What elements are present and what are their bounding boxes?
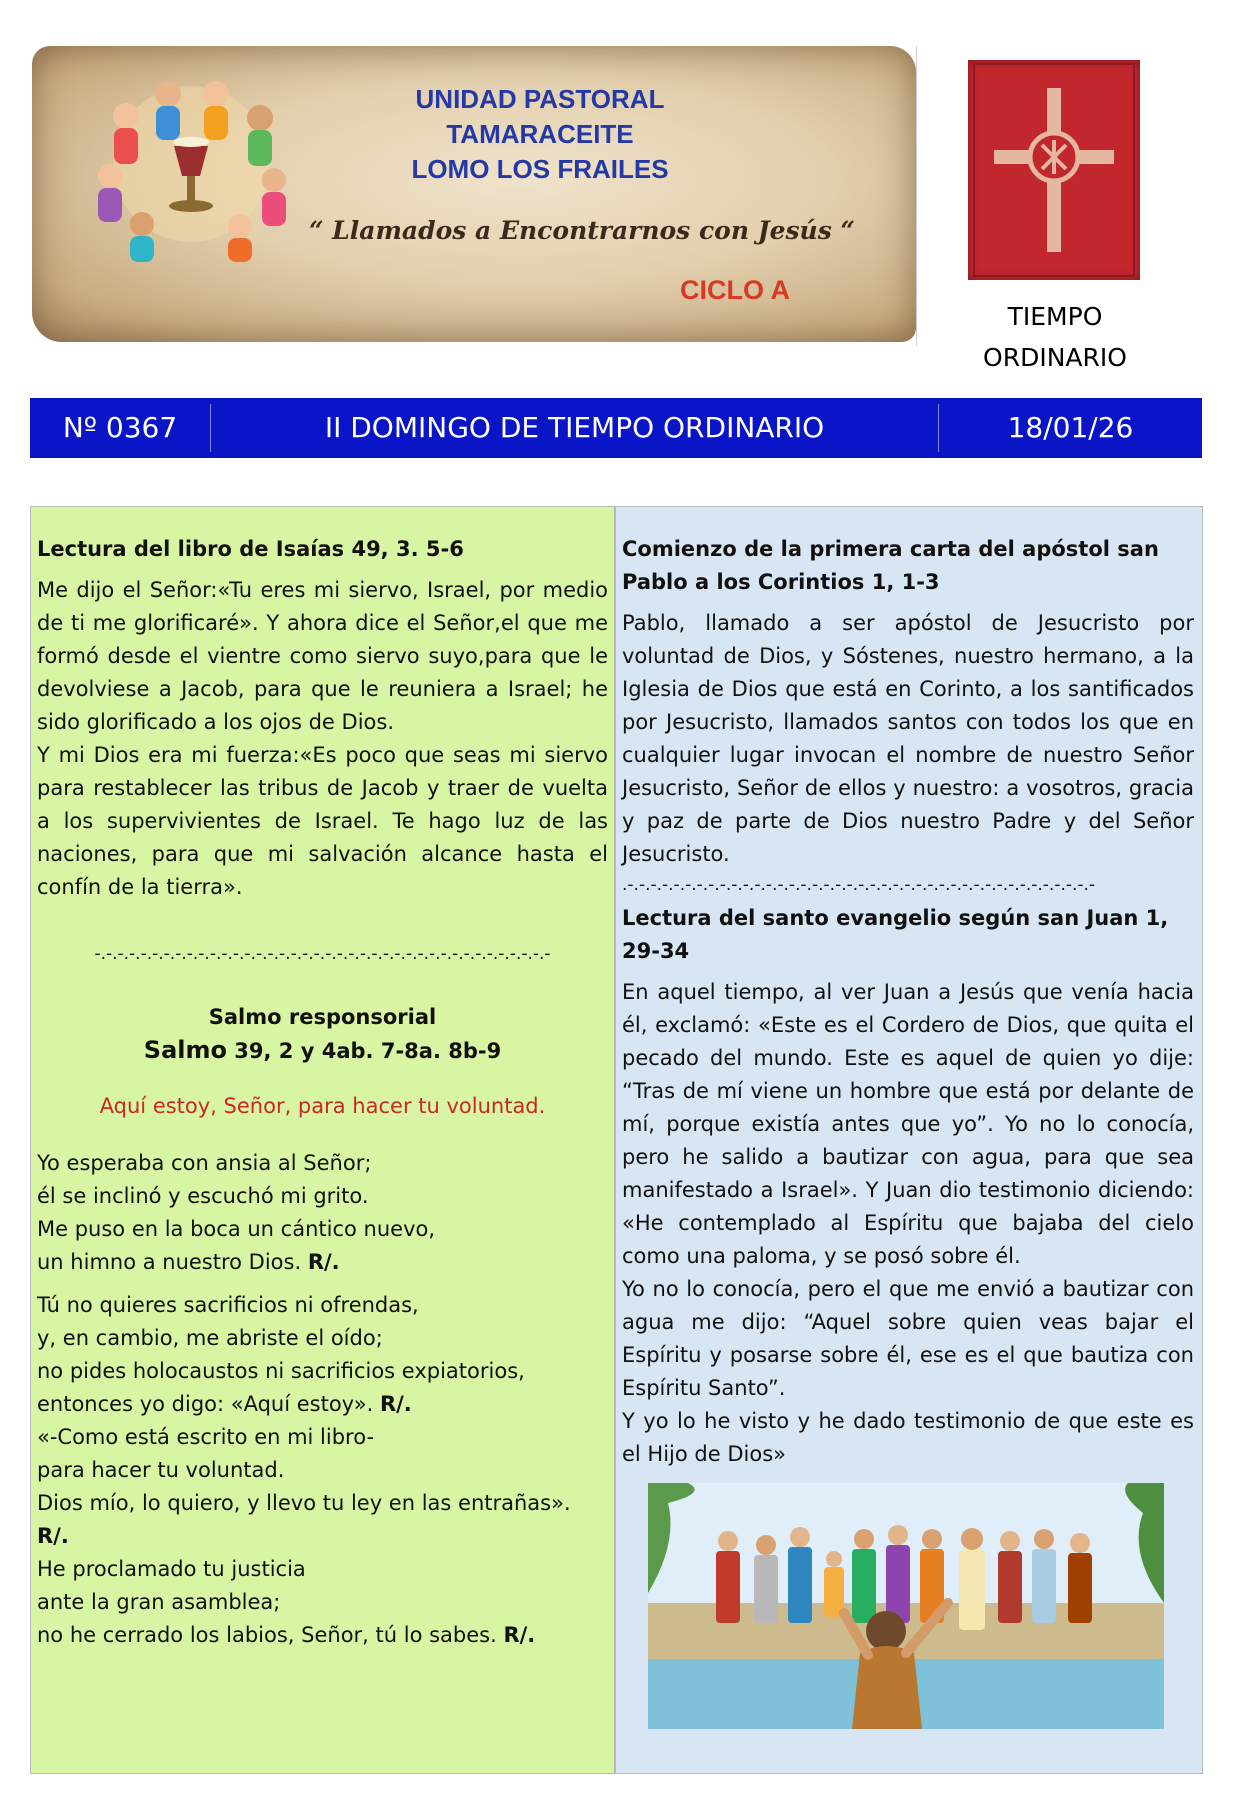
psalm-stanza-4 (37, 1553, 608, 1652)
verse-text: entonces yo digo: «Aquí estoy». (37, 1392, 380, 1416)
psalm-refrain: Aquí estoy, Señor, para hacer tu voluntad. (99, 1094, 546, 1118)
psalm-reference (37, 1034, 608, 1068)
psalm-stanza-2 (37, 1289, 608, 1421)
verse-line: ante la gran asamblea; (37, 1590, 281, 1614)
verse-line (37, 1520, 608, 1553)
motto: “ Llamados a Encontrarnos con Jesús “ (309, 216, 855, 245)
second-reading-title: Comienzo de la primera carta del apóstol san Pablo a los Corintios 1, 1-3 (622, 537, 1159, 594)
header-divider (916, 46, 917, 346)
response-marker: R/. (307, 1250, 340, 1274)
verse-line: Yo esperaba con ansia al Señor; (37, 1151, 372, 1175)
gospel-title: Lectura del santo evangelio según san Juan 1, 29-34 (622, 906, 1169, 963)
liturgical-season (950, 296, 1160, 378)
psalm-heading: Salmo responsorial (208, 1005, 437, 1029)
chi-rho-cross-icon (968, 60, 1140, 280)
org-line-1: UNIDAD PASTORAL (415, 84, 665, 114)
section-separator: .-.-.-.-.-.-.-.-.-.-.-.-.-.-.-.-.-.-.-.-.-.-.-.-.-.-.-.-.-.-.-.-.-.-.-.-.-.-.-.-.- (622, 875, 1096, 895)
response-marker: R/. (379, 1392, 412, 1416)
psalm-stanza-3 (37, 1421, 608, 1553)
gospel-paragraph-1: En aquel tiempo, al ver Juan a Jesús que venía hacia él, exclamó: «Este es el Cordero de Dios, que quita el pecado del mundo. Este es aquel de quien yo dije: “Tras de mí viene un hombre que está por delante de mí, porque existía antes que yo”. Yo no lo conocía, pero he salido a bautizar con agua, para que sea manifestado a Israel». Y Juan dio testimonio diciendo: «He contemplado al Espíritu que bajaba del cielo como una paloma, y se posó sobre él. (622, 980, 1194, 1268)
first-reading-paragraph-2: Y mi Dios era mi fuerza:«Es poco que seas mi siervo para restablecer las tribus de Jacob y traer de vuelta a los supervivientes de Israel. Te hago luz de las naciones, para que mi salvación alcance hasta el confín de la tierra». (37, 743, 608, 899)
organization-name (340, 82, 740, 187)
community-illustration (76, 64, 306, 264)
org-line-2: TAMARACEITE (446, 119, 634, 149)
bulletin-number: Nº 0367 (62, 411, 178, 444)
verse-line: Me puso en la boca un cántico nuevo, (37, 1217, 436, 1241)
second-reading-text: Pablo, llamado a ser apóstol de Jesucristo por voluntad de Dios, y Sóstenes, nuestro hermano, a la Iglesia de Dios que está en Corinto, a los santificados por Jesucristo, llamados santos con todos los que en cualquier lugar invocan el nombre de nuestro Señor Jesucristo, Señor de ellos y nuestro: a vosotros, gracia y paz de parte de Dios nuestro Padre y del Señor Jesucristo. (622, 611, 1194, 866)
verse-line: él se inclinó y escuchó mi grito. (37, 1184, 369, 1208)
verse-line: no pides holocaustos ni sacrificios expiatorios, (37, 1359, 525, 1383)
season-line-2: ORDINARIO (983, 343, 1127, 372)
gospel-paragraph-3: Y yo lo he visto y he dado testimonio de que este es el Hijo de Dios» (622, 1409, 1194, 1466)
spacer (37, 1068, 608, 1090)
gospel-paragraph-2: Yo no lo conocía, pero el que me envió a bautizar con agua me dijo: “Aquel sobre quien veas bajar el Espíritu y posarse sobre él, ese es el que bautiza con Espíritu Santo”. (622, 1277, 1194, 1400)
season-line-1: TIEMPO (1007, 302, 1103, 331)
verse-line (37, 1246, 608, 1279)
verse-line (37, 1388, 608, 1421)
first-reading-paragraph-1: Me dijo el Señor:«Tu eres mi siervo, Israel, por medio de ti me glorificaré». Y ahora dice el Señor,el que me formó desde el vientre como siervo suyo,para que le devolviese a Jacob, para que le reuniera a Israel; he sido glorificado a los ojos de Dios. (37, 578, 608, 734)
verse-text: no he cerrado los labios, Señor, tú lo sabes. (37, 1623, 504, 1647)
psalm-word: Salmo (143, 1036, 227, 1064)
bulletin-date: 18/01/26 (1007, 411, 1134, 444)
section-separator: -.-.-.-.-.-.-.-.-.-.-.-.-.-.-.-.-.-.-.-.-.-.-.-.-.-.-.-.-.-.-.-.-.-.-.-.-.-.-.- (94, 944, 551, 964)
lectionary-book-image (968, 60, 1140, 280)
response-marker: R/. (37, 1524, 69, 1548)
first-reading-title: Lectura del libro de Isaías 49, 3. 5-6 (37, 537, 464, 561)
left-column (30, 506, 615, 1774)
sunday-title: II DOMINGO DE TIEMPO ORDINARIO (324, 411, 825, 444)
spacer (37, 1279, 608, 1289)
baptism-scene-illustration (648, 1483, 1164, 1729)
verse-line (37, 1619, 608, 1652)
liturgical-cycle: CICLO A (680, 275, 790, 305)
response-marker: R/. (503, 1623, 536, 1647)
verse-line: Tú no quieres sacrificios ni ofrendas, (37, 1293, 419, 1317)
spacer (37, 904, 608, 934)
right-column (615, 506, 1203, 1774)
verse-line: «-Como está escrito en mi libro- (37, 1425, 375, 1449)
psalm-stanza-1 (37, 1147, 608, 1279)
crowd-figures (716, 1525, 1092, 1630)
verse-text: un himno a nuestro Dios. (37, 1250, 308, 1274)
spacer (37, 1123, 608, 1147)
verse-line: He proclamado tu justicia (37, 1557, 306, 1581)
verse-line: y, en cambio, me abriste el oído; (37, 1326, 383, 1350)
bulletin-title-bar (30, 398, 1202, 458)
verse-line: Dios mío, lo quiero, y llevo tu ley en las entrañas». (37, 1491, 571, 1515)
spacer (37, 971, 608, 1001)
org-line-3: LOMO LOS FRAILES (411, 154, 669, 184)
psalm-verses: 39, 2 y 4ab. 7-8a. 8b-9 (226, 1039, 502, 1063)
verse-line: para hacer tu voluntad. (37, 1458, 285, 1482)
